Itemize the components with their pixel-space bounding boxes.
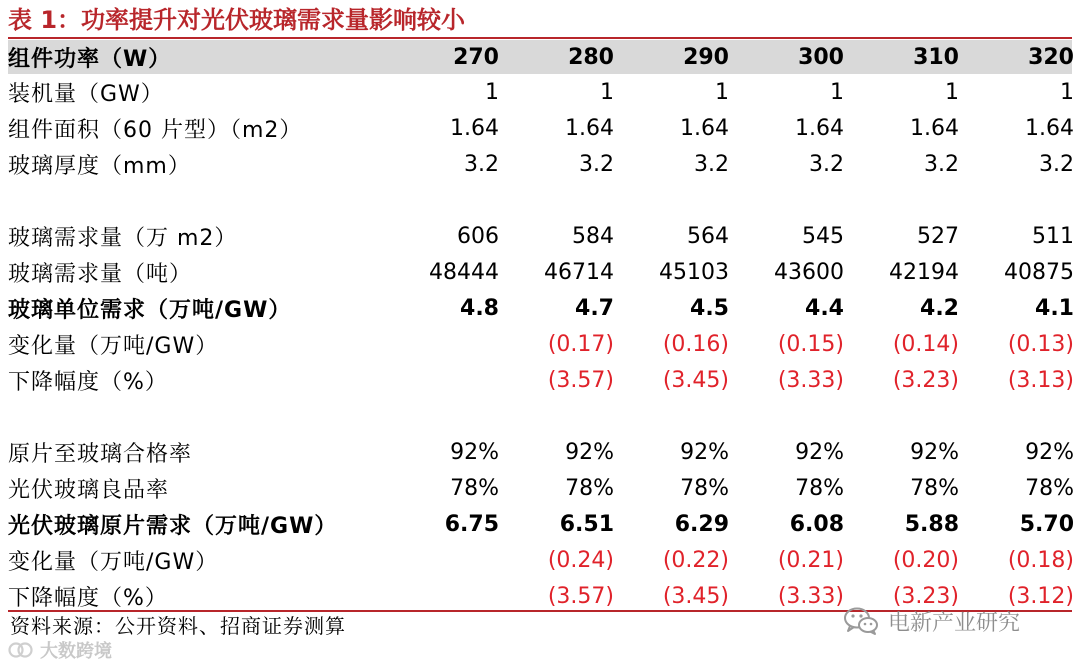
table-cell: (0.13) <box>1007 331 1074 357</box>
table-cell: 1.64 <box>680 115 729 141</box>
row-label: 变化量（万吨/GW） <box>8 333 219 359</box>
row-label: 玻璃厚度（mm） <box>8 153 191 179</box>
table-row <box>8 110 1074 146</box>
table-cell: 92% <box>1025 439 1074 465</box>
header-cell: 310 <box>913 44 959 70</box>
table-cell: 92% <box>450 439 499 465</box>
table-cell: 1.64 <box>450 115 499 141</box>
table-cell: 4.1 <box>1035 295 1074 321</box>
table-cell: 584 <box>572 223 614 249</box>
table-cell: 511 <box>1032 223 1074 249</box>
table-cell: 1.64 <box>795 115 844 141</box>
header-cell: 290 <box>683 44 729 70</box>
table-cell: 92% <box>680 439 729 465</box>
table-cell: 1.64 <box>910 115 959 141</box>
table-cell: 3.2 <box>809 151 844 177</box>
table-cell: 78% <box>795 475 844 501</box>
table-cell: 1.64 <box>565 115 614 141</box>
table-row <box>8 326 1074 362</box>
table-cell: (3.45) <box>662 583 729 609</box>
table-row <box>8 542 1074 578</box>
table-cell: 4.4 <box>805 295 844 321</box>
row-label: 组件面积（60 片型）（m2） <box>8 117 303 143</box>
table-cell: 1 <box>600 79 614 105</box>
table-cell: 78% <box>1025 475 1074 501</box>
table-cell: (3.12) <box>1007 583 1074 609</box>
row-label: 下降幅度（%） <box>8 369 168 395</box>
table-cell: 3.2 <box>464 151 499 177</box>
table-title: 表 1：功率提升对光伏玻璃需求量影响较小 <box>8 6 466 34</box>
table-cell: 1.64 <box>1025 115 1074 141</box>
table-cell: (3.33) <box>777 367 844 393</box>
table-cell: 40875 <box>1004 259 1074 285</box>
table-cell: 43600 <box>774 259 844 285</box>
table-cell <box>384 362 499 398</box>
table-cell: 4.8 <box>460 295 499 321</box>
table-cell: 92% <box>565 439 614 465</box>
table-cell: 6.51 <box>559 511 614 537</box>
row-label: 变化量（万吨/GW） <box>8 549 219 575</box>
table-cell: 3.2 <box>924 151 959 177</box>
watermark <box>8 636 112 664</box>
table-cell: (0.20) <box>892 547 959 573</box>
table-row <box>8 218 1074 254</box>
data-table <box>8 40 1074 614</box>
spacer-row <box>8 182 1074 218</box>
table-row <box>8 434 1074 470</box>
table-cell: 48444 <box>429 259 499 285</box>
table-cell: 78% <box>680 475 729 501</box>
table-cell: 78% <box>450 475 499 501</box>
table-cell: (3.13) <box>1007 367 1074 393</box>
header-cell: 270 <box>453 44 499 70</box>
table-row <box>8 362 1074 398</box>
table-cell: 6.29 <box>674 511 729 537</box>
header-cell: 300 <box>798 44 844 70</box>
table-cell: (0.17) <box>547 331 614 357</box>
table-cell: 606 <box>457 223 499 249</box>
table-cell: 78% <box>910 475 959 501</box>
table-cell: 92% <box>910 439 959 465</box>
table-row <box>8 74 1074 110</box>
table-cell: 3.2 <box>1039 151 1074 177</box>
table-cell: 78% <box>565 475 614 501</box>
spacer-row <box>8 398 1074 434</box>
table-cell: (0.15) <box>777 331 844 357</box>
table-cell: (3.23) <box>892 583 959 609</box>
table-cell: 42194 <box>889 259 959 285</box>
table-cell: (0.18) <box>1007 547 1074 573</box>
table-cell: 564 <box>687 223 729 249</box>
row-label: 光伏玻璃原片需求（万吨/GW） <box>8 513 338 539</box>
wechat-icon <box>842 606 880 636</box>
table-cell: 6.08 <box>789 511 844 537</box>
source-note: 资料来源：公开资料、招商证券测算 <box>10 614 346 638</box>
table-cell: (3.23) <box>892 367 959 393</box>
table-cell: (0.16) <box>662 331 729 357</box>
table-cell: (3.57) <box>547 367 614 393</box>
header-row <box>8 40 1074 74</box>
table-cell: 5.88 <box>904 511 959 537</box>
table-cell <box>384 542 499 578</box>
table-cell <box>384 326 499 362</box>
table-cell: 3.2 <box>579 151 614 177</box>
table-cell: 4.5 <box>690 295 729 321</box>
table-cell: (3.33) <box>777 583 844 609</box>
row-label: 玻璃需求量（万 m2） <box>8 225 238 251</box>
title-rule <box>8 37 1072 39</box>
watermark-logo-icon <box>8 639 34 661</box>
table-cell: 3.2 <box>694 151 729 177</box>
table-cell: (0.22) <box>662 547 729 573</box>
table-cell: 1 <box>715 79 729 105</box>
row-label: 下降幅度（%） <box>8 585 168 611</box>
row-label: 玻璃单位需求（万吨/GW） <box>8 297 292 323</box>
table-cell: 1 <box>830 79 844 105</box>
table-cell: 92% <box>795 439 844 465</box>
brand-signature <box>842 604 1020 638</box>
table-row <box>8 470 1074 506</box>
table-row <box>8 146 1074 182</box>
table-cell: 46714 <box>544 259 614 285</box>
table-row <box>8 290 1074 326</box>
table-row <box>8 254 1074 290</box>
table-cell: 1 <box>945 79 959 105</box>
table-cell: 1 <box>485 79 499 105</box>
watermark-text: 大数跨境 <box>40 641 112 662</box>
header-label: 组件功率（W） <box>8 46 172 72</box>
row-label: 原片至玻璃合格率 <box>8 441 193 467</box>
table-cell: (0.14) <box>892 331 959 357</box>
table-cell: (0.21) <box>777 547 844 573</box>
header-cell: 280 <box>568 44 614 70</box>
table-row <box>8 506 1074 542</box>
table-cell: (3.57) <box>547 583 614 609</box>
table-cell: 4.2 <box>920 295 959 321</box>
row-label: 光伏玻璃良品率 <box>8 477 170 503</box>
row-label: 装机量（GW） <box>8 81 164 107</box>
table-cell: 1 <box>1060 79 1074 105</box>
table-cell: 527 <box>917 223 959 249</box>
brand-name: 电新产业研究 <box>888 610 1021 636</box>
row-label: 玻璃需求量（吨） <box>8 261 193 287</box>
table-cell: 45103 <box>659 259 729 285</box>
table-cell: 5.70 <box>1019 511 1074 537</box>
table-cell: (0.24) <box>547 547 614 573</box>
header-cell: 320 <box>1028 44 1074 70</box>
table-cell: (3.45) <box>662 367 729 393</box>
table-cell: 4.7 <box>575 295 614 321</box>
table-cell: 545 <box>802 223 844 249</box>
table-cell: 6.75 <box>444 511 499 537</box>
table-cell <box>384 578 499 614</box>
